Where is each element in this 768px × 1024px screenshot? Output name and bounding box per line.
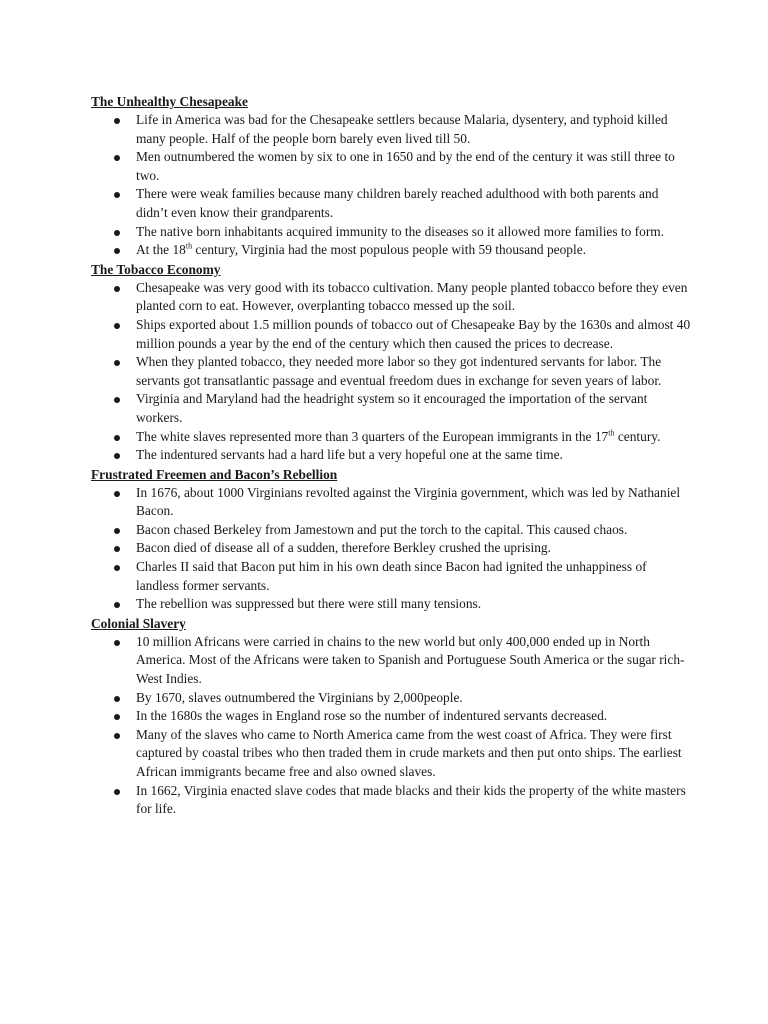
- bullet-item: Life in America was bad for the Chesapeake settlers because Malaria, dysentery, and typhoid killed many people. Half of the people born barely even lived till 50.: [91, 111, 691, 148]
- bullet-item: By 1670, slaves outnumbered the Virginians by 2,000people.: [91, 689, 691, 708]
- bullet-list-colonial-slavery: [91, 633, 691, 819]
- bullet-item: When they planted tobacco, they needed more labor so they got indentured servants for labor. The servants got transatlantic passage and eventual freedom dues in exchange for seven years of labor.: [91, 353, 691, 390]
- bullet-icon: [114, 230, 120, 236]
- bullet-icon: [114, 397, 120, 403]
- section-heading-unhealthy-chesapeake: The Unhealthy Chesapeake: [91, 94, 248, 109]
- bullet-icon: [114, 640, 120, 646]
- bullet-item: Charles II said that Bacon put him in his own death since Bacon had ignited the unhappiness of landless former servants.: [91, 558, 691, 595]
- bullet-icon: [114, 155, 120, 161]
- section-heading-bacons-rebellion: Frustrated Freemen and Bacon’s Rebellion: [91, 466, 338, 482]
- bullet-item: Bacon died of disease all of a sudden, therefore Berkley crushed the uprising.: [91, 539, 691, 558]
- bullet-item: Bacon chased Berkeley from Jamestown and put the torch to the capital. This caused chaos.: [91, 521, 691, 540]
- document-page: [91, 92, 691, 819]
- section-heading-colonial-slavery: Colonial Slavery: [91, 615, 186, 631]
- bullet-icon: [114, 789, 120, 795]
- bullet-list-tobacco-economy: [91, 279, 691, 465]
- bullet-icon: [114, 192, 120, 198]
- bullet-item: In 1676, about 1000 Virginians revolted against the Virginia government, which was led by Nathaniel Bacon.: [91, 484, 691, 521]
- bullet-list-bacons-rebellion: [91, 484, 691, 614]
- bullet-icon: [114, 733, 120, 739]
- bullet-icon: [114, 323, 120, 329]
- bullet-item: Ships exported about 1.5 million pounds of tobacco out of Chesapeake Bay by the 1630s and almost 40 million pounds a year by the end of the century which then caused the prices to decrease.: [91, 316, 691, 353]
- bullet-item: In the 1680s the wages in England rose so the number of indentured servants decreased.: [91, 707, 691, 726]
- bullet-item: At the 18th century, Virginia had the most populous people with 59 thousand people.: [91, 241, 691, 260]
- bullet-item: There were weak families because many children barely reached adulthood with both parents and didn’t even know their grandparents.: [91, 185, 691, 222]
- bullet-item: The rebellion was suppressed but there were still many tensions.: [91, 595, 691, 614]
- bullet-item: Virginia and Maryland had the headright system so it encouraged the importation of the servant workers.: [91, 390, 691, 427]
- bullet-list-unhealthy-chesapeake: [91, 111, 691, 260]
- ordinal-superscript: th: [185, 241, 193, 251]
- bullet-icon: [114, 714, 120, 720]
- bullet-icon: [114, 546, 120, 552]
- bullet-icon: [114, 118, 120, 124]
- bullet-icon: [114, 435, 120, 441]
- bullet-icon: [114, 453, 120, 459]
- bullet-icon: [114, 248, 120, 254]
- bullet-icon: [114, 491, 120, 497]
- bullet-icon: [114, 360, 120, 366]
- bullet-icon: [114, 528, 120, 534]
- bullet-item: Many of the slaves who came to North America came from the west coast of Africa. They were first captured by coastal tribes who then traded them in crude markets and then put onto ships. The earliest African immigrants became free and also owned slaves.: [91, 726, 691, 782]
- bullet-icon: [114, 565, 120, 571]
- bullet-item: The native born inhabitants acquired immunity to the diseases so it allowed more families to form.: [91, 223, 691, 242]
- bullet-item: Men outnumbered the women by six to one in 1650 and by the end of the century it was still three to two.: [91, 148, 691, 185]
- bullet-item: 10 million Africans were carried in chains to the new world but only 400,000 ended up in North America. Most of the Africans were taken to Spanish and Portuguese South America or the sugar rich-West Indies.: [91, 633, 691, 689]
- ordinal-superscript: th: [608, 428, 615, 438]
- bullet-item: The indentured servants had a hard life but a very hopeful one at the same time.: [91, 446, 691, 465]
- bullet-item: The white slaves represented more than 3 quarters of the European immigrants in the 17th century.: [91, 428, 691, 447]
- bullet-item: In 1662, Virginia enacted slave codes that made blacks and their kids the property of the white masters for life.: [91, 782, 691, 819]
- section-heading-tobacco-economy: The Tobacco Economy: [91, 261, 221, 277]
- bullet-icon: [114, 696, 120, 702]
- bullet-icon: [114, 286, 120, 292]
- bullet-item: Chesapeake was very good with its tobacco cultivation. Many people planted tobacco before they even planted corn to eat. However, overplanting tobacco messed up the soil.: [91, 279, 691, 316]
- bullet-icon: [114, 602, 120, 608]
